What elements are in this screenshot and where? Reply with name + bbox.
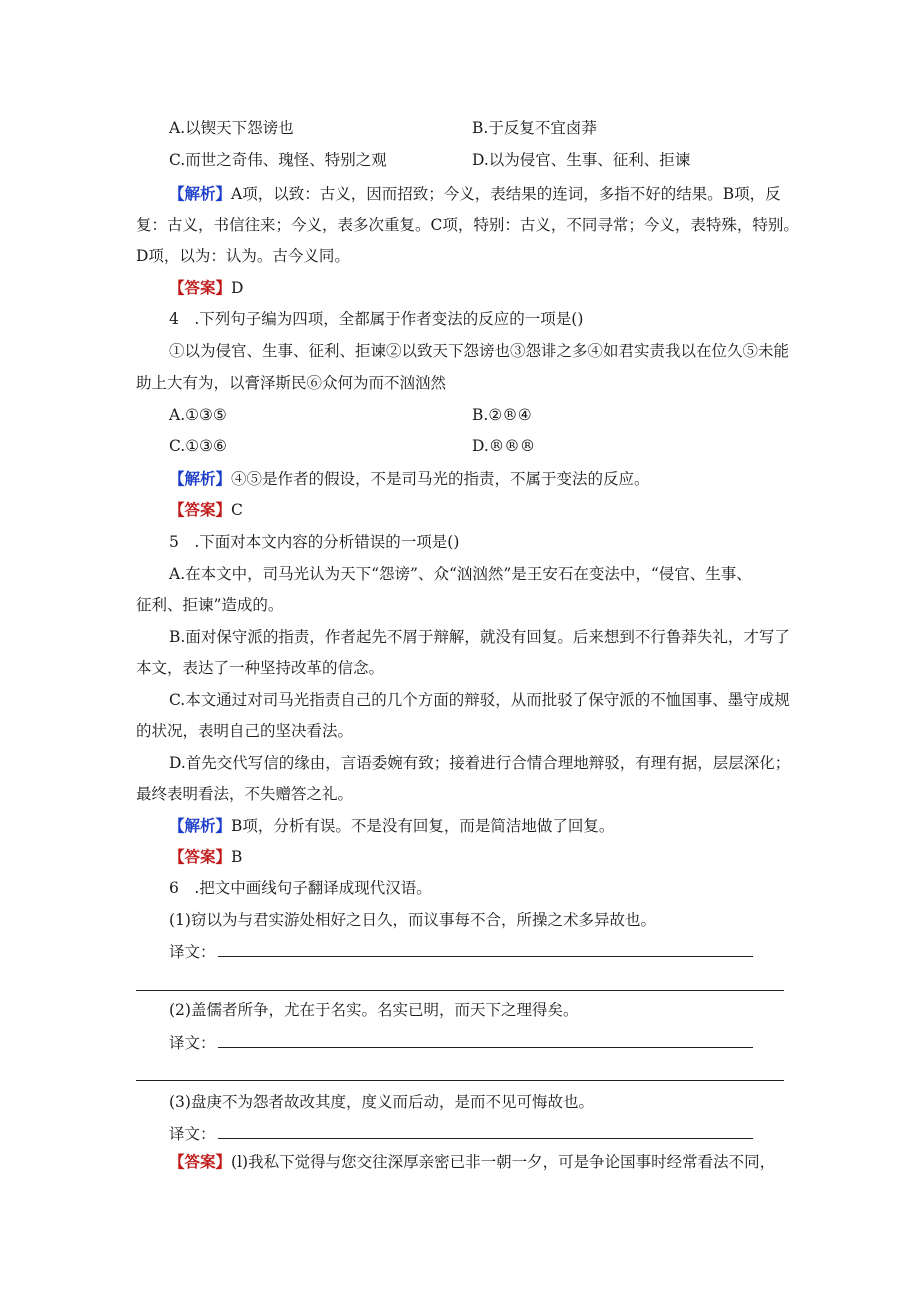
q5-option-d-line-2: 最终表明看法，不失赠答之礼。 [136,785,354,803]
answer-label: 【答案】 [169,500,232,519]
q5-option-b-line-1: B.面对保守派的指责，作者起先不屑于辩解，就没有回复。后来想到不行鲁莽失礼，才写了 [169,628,790,646]
q6-answer: 【答案】(l)我私下觉得与您交往深厚亲密已非一朝一夕，可是争论国事时经常看法不同， [169,1152,776,1171]
analysis-label: 【解析】 [169,184,232,203]
q5-option-c-line-1: C.本文通过对司马光指责自己的几个方面的辩驳，从而批驳了保守派的不恤国事、墨守成规 [169,691,790,709]
q5-analysis: 【解析】B项，分析有误。不是没有回复，而是简洁地做了回复。 [169,816,615,835]
q6-translation-1: 译文： [169,941,753,963]
translation-blank-3[interactable] [218,1124,753,1139]
q4-answer: 【答案】C [169,500,243,519]
q4-stem: 4 .下列句子编为四项，全都属于作者变法的反应的一项是() [169,310,584,328]
q5-answer: 【答案】B [169,847,243,866]
q6-sentence-1: (1)窃以为与君实游处相好之日久，而议事每不合，所操之术多异故也。 [169,911,656,929]
q4-option-b: B.②®④ [472,406,532,424]
translation-blank-2[interactable] [218,1033,753,1048]
q6-translation-3: 译文： [169,1123,753,1145]
q6-translation-2: 译文： [169,1032,753,1054]
q4-option-c: C.①③⑥ [169,437,227,455]
writing-line-1 [136,990,784,991]
q3-analysis-line-2: 复：古义，书信往来；今义，表多次重复。C项，特别：古义，不同寻常；今义，表特殊，特别。 [136,216,799,234]
q3-option-b: B.于反复不宜卤莽 [472,119,597,137]
answer-label: 【答案】 [169,847,232,866]
q3-answer: 【答案】D [169,278,244,297]
q6-sentence-3: (3)盘庚不为怨者故改其度，度义而后动，是而不见可悔故也。 [169,1093,594,1111]
q5-option-a-line-1: A.在本文中，司马光认为天下“怨谤”、众“汹汹然”是王安石在变法中，“侵官、生事、 [169,565,752,583]
translation-blank-1[interactable] [218,942,753,957]
q4-option-d: D.®®® [472,437,536,455]
q6-stem: 6 .把文中画线句子翻译成现代汉语。 [169,879,432,897]
q4-items-line-1: ①以为侵官、生事、征利、拒谏②以致天下怨谤也③怨诽之多④如君实责我以在位久⑤未能 [169,342,790,360]
q5-stem: 5 .下面对本文内容的分析错误的一项是() [169,533,460,551]
writing-line-2 [136,1080,784,1081]
answer-label: 【答案】 [169,278,232,297]
analysis-label: 【解析】 [169,816,232,835]
q3-analysis-line-3: D项，以为：认为。古今义同。 [136,247,350,265]
q5-option-b-line-2: 本文，表达了一种坚持改革的信念。 [136,659,385,677]
q4-items-line-2: 助上大有为，以膏泽斯民⑥众何为而不汹汹然 [136,374,447,392]
q5-option-a-line-2: 征利、拒谏”造成的。 [136,596,284,614]
q3-option-d: D.以为侵官、生事、征利、拒谏 [472,151,691,169]
analysis-label: 【解析】 [169,469,232,488]
q4-option-a: A.①③⑤ [169,406,227,424]
q3-analysis-line-1: 【解析】A项，以致：古义，因而招致；今义，表结果的连词，多指不好的结果。B项，反 [169,184,781,203]
q6-sentence-2: (2)盖儒者所争，尤在于名实。名实已明，而天下之理得矣。 [169,1001,579,1019]
q4-analysis: 【解析】④⑤是作者的假设，不是司马光的指责，不属于变法的反应。 [169,469,650,488]
q5-option-c-line-2: 的状况，表明自己的坚决看法。 [136,722,354,740]
answer-label: 【答案】 [169,1152,232,1171]
q3-option-a: A.以锲天下怨谤也 [169,119,294,137]
q3-option-c: C.而世之奇伟、瑰怪、特别之观 [169,151,387,169]
q5-option-d-line-1: D.首先交代写信的缘由，言语委婉有致；接着进行合情合理地辩驳，有理有据，层层深化； [169,754,791,772]
